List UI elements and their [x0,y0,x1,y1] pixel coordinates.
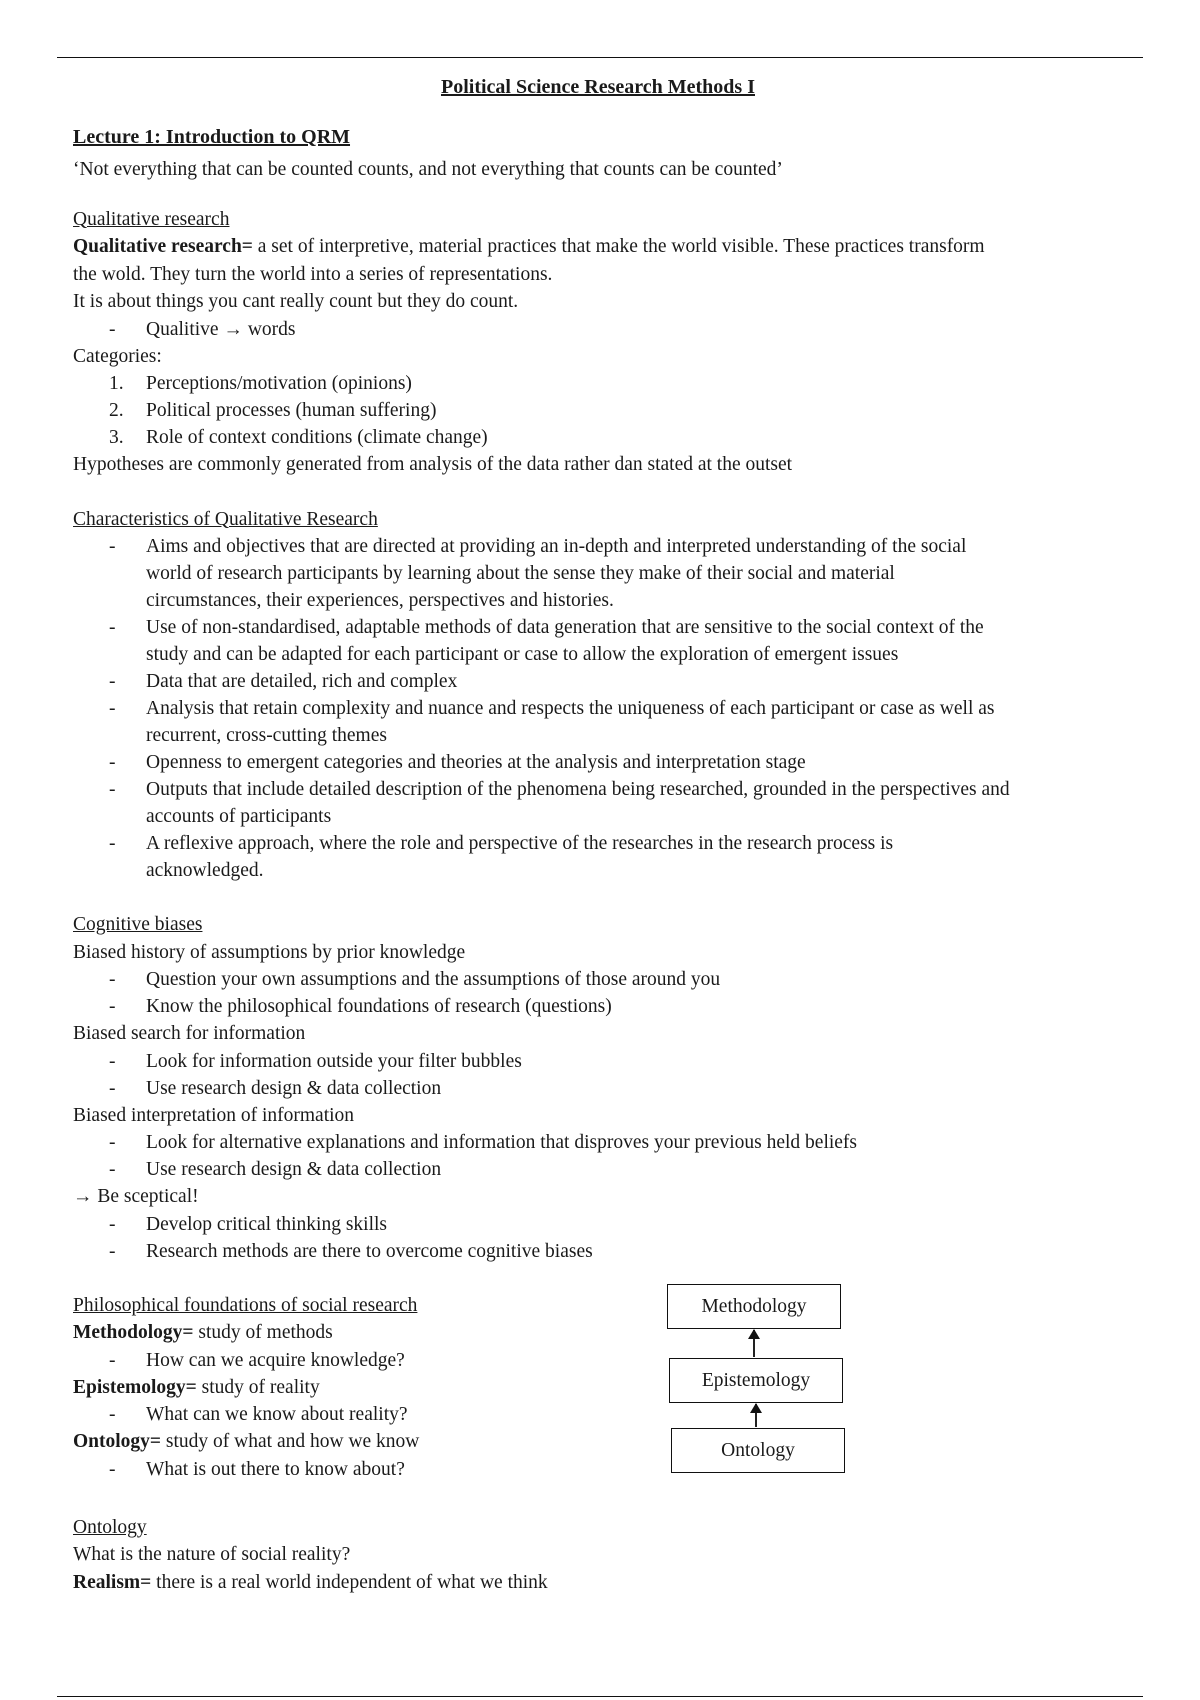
list-item: 1. Perceptions/motivation (opinions) [109,373,412,394]
categories-label: Categories: [73,345,162,367]
realism-definition: Realism= there is a real world independent of what we think [73,1571,548,1593]
lecture-heading: Lecture 1: Introduction to QRM [73,126,351,148]
right-arrow-icon: → [73,1186,93,1207]
list-item: - Use of non-standardised, adaptable methods of data generation that are sensitive to the social context of the study and can be adapted for each participant or case to allow the exploration of emergent issues [73,614,1146,668]
up-arrow-icon [755,1404,757,1427]
up-arrow-icon [753,1330,755,1357]
list-item: - Data that are detailed, rich and complex [73,668,1146,695]
diagram-box-ontology: Ontology [671,1428,845,1473]
bias-group-3-list [73,1129,1143,1183]
diagram-box-methodology: Methodology [667,1284,841,1329]
diagram-box-epistemology: Epistemology [669,1358,843,1403]
hypotheses-note: Hypotheses are commonly generated from analysis of the data rather dan stated at the outset [73,454,793,475]
bias-group-1: Biased history of assumptions by prior knowledge [73,941,466,963]
list-item: - Use research design & data collection [73,1075,1146,1102]
list-item: - Outputs that include detailed description of the phenomena being researched, grounded in the perspectives and accounts of participants [73,776,1146,830]
qualitative-definition [73,233,1143,261]
characteristics-heading: Characteristics of Qualitative Research [73,508,378,530]
qualitative-heading: Qualitative research [73,208,230,230]
qualitative-bullets [73,316,1143,343]
ontology-heading: Ontology [73,1516,147,1538]
philosophical-section [73,1292,1143,1492]
characteristics-list [73,533,1143,884]
document-page [73,70,1143,1596]
list-item: - What is out there to know about? [73,1456,666,1483]
bias-group-2: Biased search for information [73,1023,306,1044]
bias-group-3: Biased interpretation of information [73,1104,355,1126]
qualitative-definition-cont: the wold. They turn the world into a series of representations. [73,263,553,285]
list-item: - Question your own assumptions and the assumptions of those around you [73,966,1146,993]
top-rule [57,57,1143,58]
methodology-definition: Methodology= study of methods [73,1322,333,1343]
list-item: 3. Role of context conditions (climate change) [109,427,488,448]
bias-group-1-list [73,966,1143,1020]
categories-list [73,370,1143,451]
quote: ‘Not everything that can be counted counts, and not everything that counts can be counted’ [73,159,783,180]
list-item: - Openness to emergent categories and theories at the analysis and interpretation stage [73,749,1146,776]
bottom-rule [57,1696,1143,1697]
list-item: - How can we acquire knowledge? [73,1347,666,1374]
bias-group-2-list [73,1048,1143,1102]
philosophical-heading: Philosophical foundations of social research [73,1294,418,1316]
bias-group-4-list [73,1211,1143,1265]
right-arrow-icon: → [223,318,243,340]
list-item: - Qualitive → words [73,316,1146,343]
list-item: - Research methods are there to overcome cognitive biases [73,1238,1146,1265]
list-item: - Develop critical thinking skills [73,1211,1146,1238]
be-sceptical: → Be sceptical! [73,1186,199,1207]
document-title: Political Science Research Methods I [440,76,755,98]
definition-term: Qualitative research= [73,236,253,257]
list-item: - Analysis that retain complexity and nuance and respects the uniqueness of each participant or case as well as recurrent, cross-cutting themes [73,695,1146,749]
list-item: - Know the philosophical foundations of research (questions) [73,993,1146,1020]
definition-text: a set of interpretive, material practices that make the world visible. These practices transform [252,236,985,257]
list-item: - What can we know about reality? [73,1401,666,1428]
ontology-question: What is the nature of social reality? [73,1544,351,1565]
list-item: - Look for information outside your filter bubbles [73,1048,1146,1075]
list-item: - A reflexive approach, where the role and perspective of the researches in the research process is acknowledged. [73,830,1146,884]
qualitative-note: It is about things you cant really count but they do count. [73,291,519,312]
list-item: 2. Political processes (human suffering) [109,400,437,421]
ontology-definition: Ontology= study of what and how we know [73,1431,420,1452]
list-item: - Use research design & data collection [73,1156,1146,1183]
list-item: - Aims and objectives that are directed at providing an in-depth and interpreted understanding of the social world of research participants by learning about the sense they make of their social and material circumstances, their experiences, perspectives and histories. [73,533,1146,614]
cognitive-heading: Cognitive biases [73,914,203,935]
list-item: - Look for alternative explanations and information that disproves your previous held beliefs [73,1129,1146,1156]
hierarchy-diagram [667,1284,847,1474]
epistemology-definition: Epistemology= study of reality [73,1376,320,1398]
